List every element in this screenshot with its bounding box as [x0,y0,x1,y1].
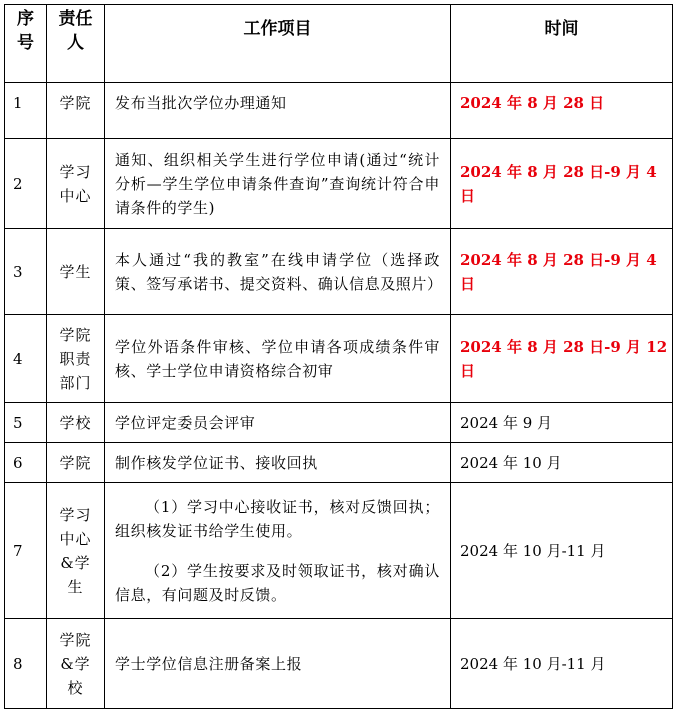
row-time: 2024 年 8 月 28 日 [451,83,673,139]
item-paragraph: （1）学习中心接收证书，核对反馈回执；组织核发证书给学生使用。 [115,497,440,540]
row-number: 7 [5,483,47,619]
row-item [105,483,451,619]
row-item: 学位评定委员会评审 [105,403,451,443]
row-owner: 学院 [47,443,105,483]
table-row [5,483,673,619]
row-time: 2024 年 10 月 [451,443,673,483]
row-time: 2024 年 8 月 28 日-9 月 12 日 [451,315,673,403]
schedule-table [4,4,673,709]
row-owner: 学校 [47,403,105,443]
row-owner: 学院&学校 [47,619,105,709]
table-row [5,139,673,229]
row-time: 2024 年 8 月 28 日-9 月 4 日 [451,139,673,229]
row-number: 6 [5,443,47,483]
header-row [5,5,673,83]
row-item: 制作核发学位证书、接收回执 [105,443,451,483]
row-number: 8 [5,619,47,709]
table-row [5,229,673,315]
row-time: 2024 年 9 月 [451,403,673,443]
row-item: 通知、组织相关学生进行学位申请(通过“统计分析—学生学位申请条件查询”查询统计符合申请条件的学生) [105,139,451,229]
row-owner: 学院职责部门 [47,315,105,403]
table-row [5,403,673,443]
header-owner: 责任人 [47,5,105,83]
item-paragraph: （2）学生按要求及时领取证书，核对确认信息，有问题及时反馈。 [115,561,440,604]
table-row [5,315,673,403]
row-number: 5 [5,403,47,443]
row-time: 2024 年 10 月-11 月 [451,619,673,709]
row-owner: 学生 [47,229,105,315]
header-seq: 序号 [5,5,47,83]
row-item: 学位外语条件审核、学位申请各项成绩条件审核、学士学位申请资格综合初审 [105,315,451,403]
header-item: 工作项目 [105,5,451,83]
table-row [5,83,673,139]
header-time: 时间 [451,5,673,83]
row-time: 2024 年 8 月 28 日-9 月 4 日 [451,229,673,315]
row-number: 1 [5,83,47,139]
row-number: 3 [5,229,47,315]
row-owner: 学习中心&学生 [47,483,105,619]
row-time: 2024 年 10 月-11 月 [451,483,673,619]
row-owner: 学习中心 [47,139,105,229]
row-item: 本人通过“我的教室”在线申请学位（选择政策、签写承诺书、提交资料、确认信息及照片） [105,229,451,315]
row-item: 学士学位信息注册备案上报 [105,619,451,709]
table-row [5,619,673,709]
row-owner: 学院 [47,83,105,139]
row-item: 发布当批次学位办理通知 [105,83,451,139]
table-row [5,443,673,483]
row-number: 2 [5,139,47,229]
row-number: 4 [5,315,47,403]
